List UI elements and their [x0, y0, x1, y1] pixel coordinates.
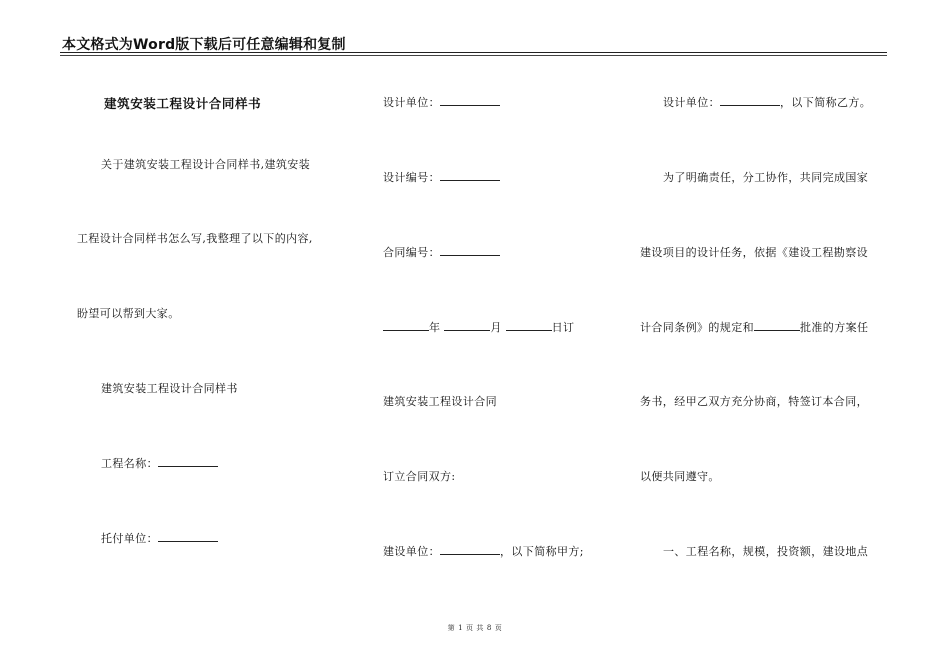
project-name-label: 工程名称： [101, 457, 158, 470]
month-label: 月 [490, 321, 502, 334]
year-label: 年 [429, 321, 441, 334]
entrust-unit-blank [158, 532, 218, 542]
party-b-label: 设计单位： [663, 96, 720, 109]
entrust-unit-label: 托付单位： [101, 532, 158, 545]
body-line-5: 以便共同遵守。 [640, 470, 720, 483]
builder-blank [440, 545, 500, 555]
contract-name: 建筑安装工程设计合同 [383, 395, 497, 408]
body-line-6: 一、工程名称，规模，投资额，建设地点 [663, 545, 869, 558]
party-b-suffix: ，以下简称乙方。 [780, 96, 872, 109]
design-unit-label: 设计单位： [383, 96, 440, 109]
header-rule-thick [60, 52, 887, 53]
design-no-blank [440, 171, 500, 181]
party-b-blank [720, 96, 780, 106]
year-blank [383, 321, 429, 331]
builder-label: 建设单位： [383, 545, 440, 558]
body-line-3b: 批准的方案任 [800, 321, 869, 334]
body-line-2: 建设项目的设计任务，依据《建设工程勘察设 [640, 246, 868, 259]
contract-no-blank [440, 246, 500, 256]
page-footer: 第 1 页 共 8 页 [447, 624, 503, 632]
project-name-blank [158, 457, 218, 467]
builder-row [383, 543, 584, 559]
date-row [383, 319, 574, 335]
header-rule-thin [60, 55, 887, 56]
intro-line-3: 盼望可以帮到大家。 [77, 307, 180, 320]
project-name-row [101, 455, 218, 471]
body-line-3 [640, 319, 868, 335]
body-line-1: 为了明确责任，分工协作，共同完成国家 [663, 171, 869, 184]
day-sign-label: 日订 [551, 321, 575, 334]
day-blank [506, 321, 552, 331]
body-line-3a: 计合同条例》的规定和 [640, 321, 754, 334]
builder-suffix: ，以下简称甲方; [500, 545, 584, 558]
entrust-unit-row [101, 530, 218, 546]
design-unit-blank [440, 96, 500, 106]
subtitle: 建筑安装工程设计合同样书 [101, 382, 238, 395]
body-line-4: 务书，经甲乙双方充分协商，特签订本合同， [640, 395, 868, 408]
design-unit-row [383, 94, 500, 110]
approval-blank [754, 321, 800, 331]
document-header: 本文格式为Word版下载后可任意编辑和复制 [62, 37, 346, 53]
design-no-row [383, 169, 500, 185]
contract-parties: 订立合同双方: [383, 470, 456, 483]
intro-line-2: 工程设计合同样书怎么写,我整理了以下的内容, [77, 232, 313, 245]
contract-no-label: 合同编号： [383, 246, 440, 259]
design-no-label: 设计编号： [383, 171, 440, 184]
intro-line-1: 关于建筑安装工程设计合同样书,建筑安装 [101, 158, 311, 171]
month-blank [444, 321, 490, 331]
party-b-row [663, 94, 871, 110]
contract-no-row [383, 244, 500, 260]
doc-title: 建筑安装工程设计合同样书 [104, 96, 262, 111]
